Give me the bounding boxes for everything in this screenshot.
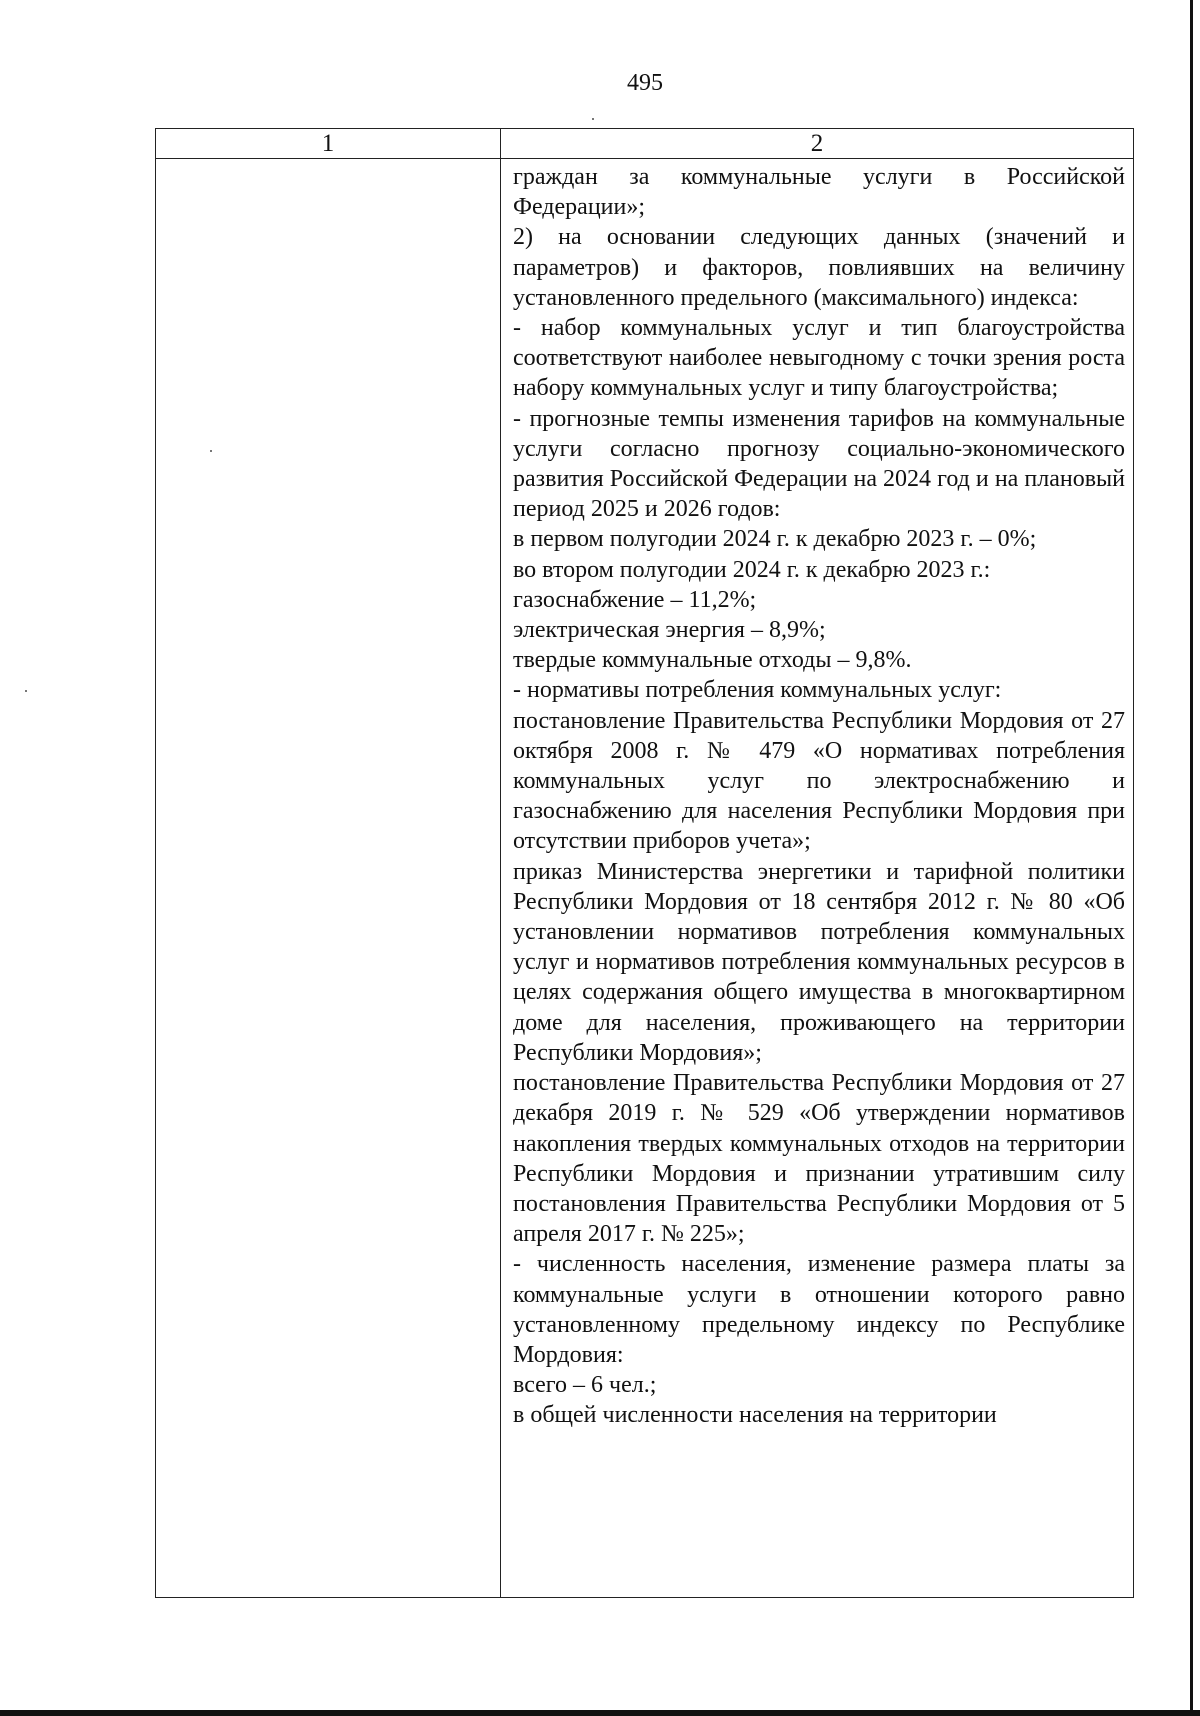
scan-speck bbox=[592, 118, 594, 120]
paragraph: электрическая энергия – 8,9%; bbox=[513, 617, 826, 644]
paragraph: в первом полугодии 2024 г. к декабрю 2023 г. – 0%; bbox=[513, 526, 1037, 553]
table-header-row bbox=[156, 129, 1134, 159]
paragraph: 2) на основании следующих данных (значений и параметров) и факторов, повлиявших на величину установленного предельного (максимального) индекса: bbox=[513, 224, 1125, 311]
paragraph: - нормативы потребления коммунальных услуг: bbox=[513, 677, 1002, 704]
scan-speck bbox=[210, 450, 212, 452]
paragraph: в общей численности населения на территории bbox=[513, 1402, 997, 1429]
paragraph: газоснабжение – 11,2%; bbox=[513, 586, 757, 613]
scan-edge-right bbox=[1190, 0, 1193, 1716]
table-row bbox=[156, 159, 1134, 1598]
column-2-cell bbox=[501, 159, 1134, 1598]
paragraph: - прогнозные темпы изменения тарифов на коммунальные услуги согласно прогнозу социально-экономического развития Российской Федерации на 2024 год и на плановый период 2025 и 2026 годов: bbox=[513, 405, 1125, 523]
paragraph: - набор коммунальных услуг и тип благоустройства соответствуют наиболее невыгодному с точки зрения роста набору коммунальных услуг и типу благоустройства; bbox=[513, 315, 1125, 402]
paragraph: постановление Правительства Республики Мордовия от 27 декабря 2019 г. № 529 «Об утверждении нормативов накопления твердых коммунальных отходов на территории Республики Мордовия и признании утратившим силу постановления Правительства Республики Мордовия от 5 апреля 2017 г. № 225»; bbox=[513, 1070, 1125, 1248]
paragraph: всего – 6 чел.; bbox=[513, 1372, 657, 1399]
paragraph: постановление Правительства Республики Мордовия от 27 октября 2008 г. № 479 «О нормативах потребления коммунальных услуг по электроснабжению и газоснабжению для населения Республики Мордовия при отсутствии приборов учета»; bbox=[513, 707, 1125, 855]
paragraph: приказ Министерства энергетики и тарифной политики Республики Мордовия от 18 сентября 2012 г. № 80 «Об установлении нормативов потребления коммунальных услуг и нормативов потребления коммунальных ресурсов в целях содержания общего имущества в многоквартирном доме для населения, проживающего на территории Республики Мордовия»; bbox=[513, 858, 1125, 1066]
document-table bbox=[155, 128, 1134, 1598]
column-header-1: 1 bbox=[156, 129, 501, 159]
paragraph: - численность населения, изменение размера платы за коммунальные услуги в отношении которого равно установленному предельному индексу по Республике Мордовия: bbox=[513, 1251, 1125, 1368]
page-number: 495 bbox=[627, 70, 663, 96]
paragraph: твердые коммунальные отходы – 9,8%. bbox=[513, 647, 912, 674]
column-header-2: 2 bbox=[501, 129, 1134, 159]
paragraph: во втором полугодии 2024 г. к декабрю 2023 г.: bbox=[513, 556, 991, 583]
scan-edge-bottom bbox=[0, 1710, 1200, 1716]
column-1-cell bbox=[156, 159, 501, 1598]
paragraph: граждан за коммунальные услуги в Российской Федерации»; bbox=[513, 164, 1125, 221]
scan-speck bbox=[25, 690, 27, 692]
